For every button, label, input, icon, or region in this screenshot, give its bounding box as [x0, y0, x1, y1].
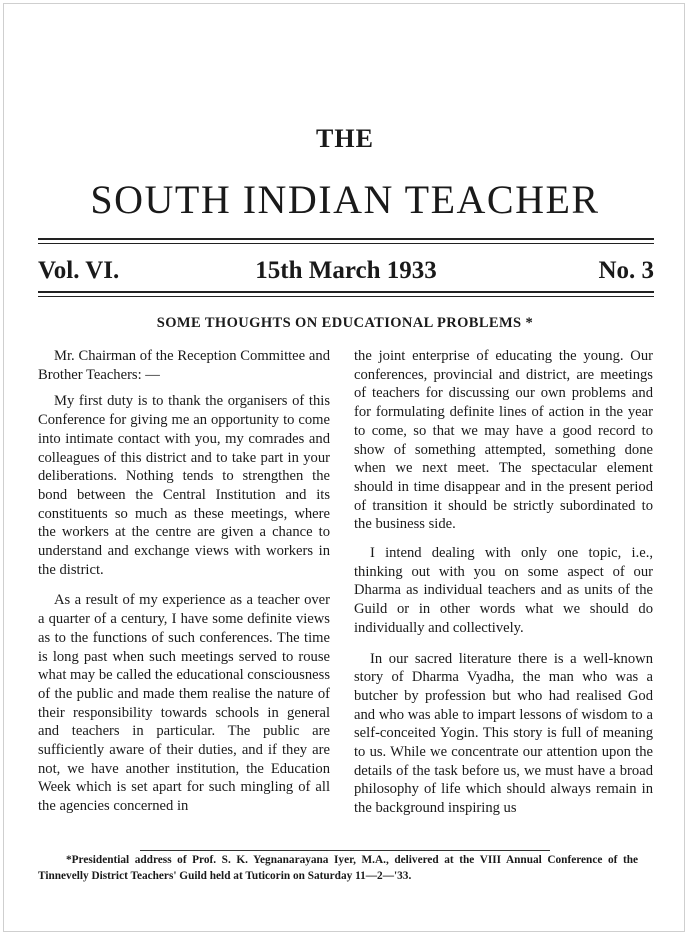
issue-date: 15th March 1933 [255, 257, 437, 284]
right-column [354, 347, 653, 826]
footnote: *Presidential address of Prof. S. K. Yegnanarayana Iyer, M.A., delivered at the VIII Annual Conference of the Tinnevelly District Teachers' Guild held at Tuticorin on Saturday 11—2—'33. [38, 854, 638, 882]
paragraph: Mr. Chairman of the Reception Committee and Brother Teachers: — [38, 348, 330, 383]
paragraph: In our sacred literature there is a well-known story of Dharma Vyadha, the man who was a butcher by profession but who had realised God and who was able to impart lessons of wisdom to a self-conceited Yogin. This story is full of meaning to us. While we concentrate our attention upon the details of the task before us, we must have a broad philosophy of life which should always remain in the background inspiring us [354, 650, 653, 817]
article-title: SOME THOUGHTS ON EDUCATIONAL PROBLEMS * [156, 315, 534, 331]
footnote-rule [140, 850, 550, 851]
issue-line [38, 256, 654, 286]
paragraph: As a result of my experience as a teacher over a quarter of a century, I have some definite views as to the functions of such conferences. The time is long past when such meetings served to rouse what may be called the educational consciousness of the public and made them realise the nature of their responsibility towards schools in general and teachers in particular. The public are sufficiently aware of their duties, and if they are not, we have another institution, the Education Week which is set apart for such mingling of all the agencies concerned in [38, 592, 330, 815]
left-column [38, 347, 330, 824]
paragraph: I intend dealing with only one topic, i.e., thinking out with you on some aspect of our Dharma as individual teachers and as units of the Guild or in other words what we should do individually and collectively. [354, 545, 653, 636]
top-double-rule [38, 238, 654, 244]
paragraph: the joint enterprise of educating the young. Our conferences, provincial and district, are meetings of teachers for discussing our own problems and for formulating definite lines of action in the year to come, so that we may have a good record to show of something attempted, something done when we next meet. The spectacular element should in time disappear and in the present period of transition it should be strictly subordinated to the business side. [354, 348, 653, 533]
bottom-double-rule [38, 291, 654, 297]
paragraph: My first duty is to thank the organisers of this Conference for giving me an opportunity to come into intimate contact with you, my comrades and colleagues of this district and to take part in your deliberations. Nothing tends to strengthen the bond between the Central Institution and its constituents so much as these meetings, where the workers at the centre are given a chance to understand and exchange views with workers in the district. [38, 393, 330, 578]
issue-volume: Vol. VI. [38, 257, 120, 284]
issue-number: No. 3 [598, 257, 654, 284]
masthead-the: THE [316, 124, 374, 153]
masthead-title: SOUTH INDIAN TEACHER [90, 177, 600, 222]
